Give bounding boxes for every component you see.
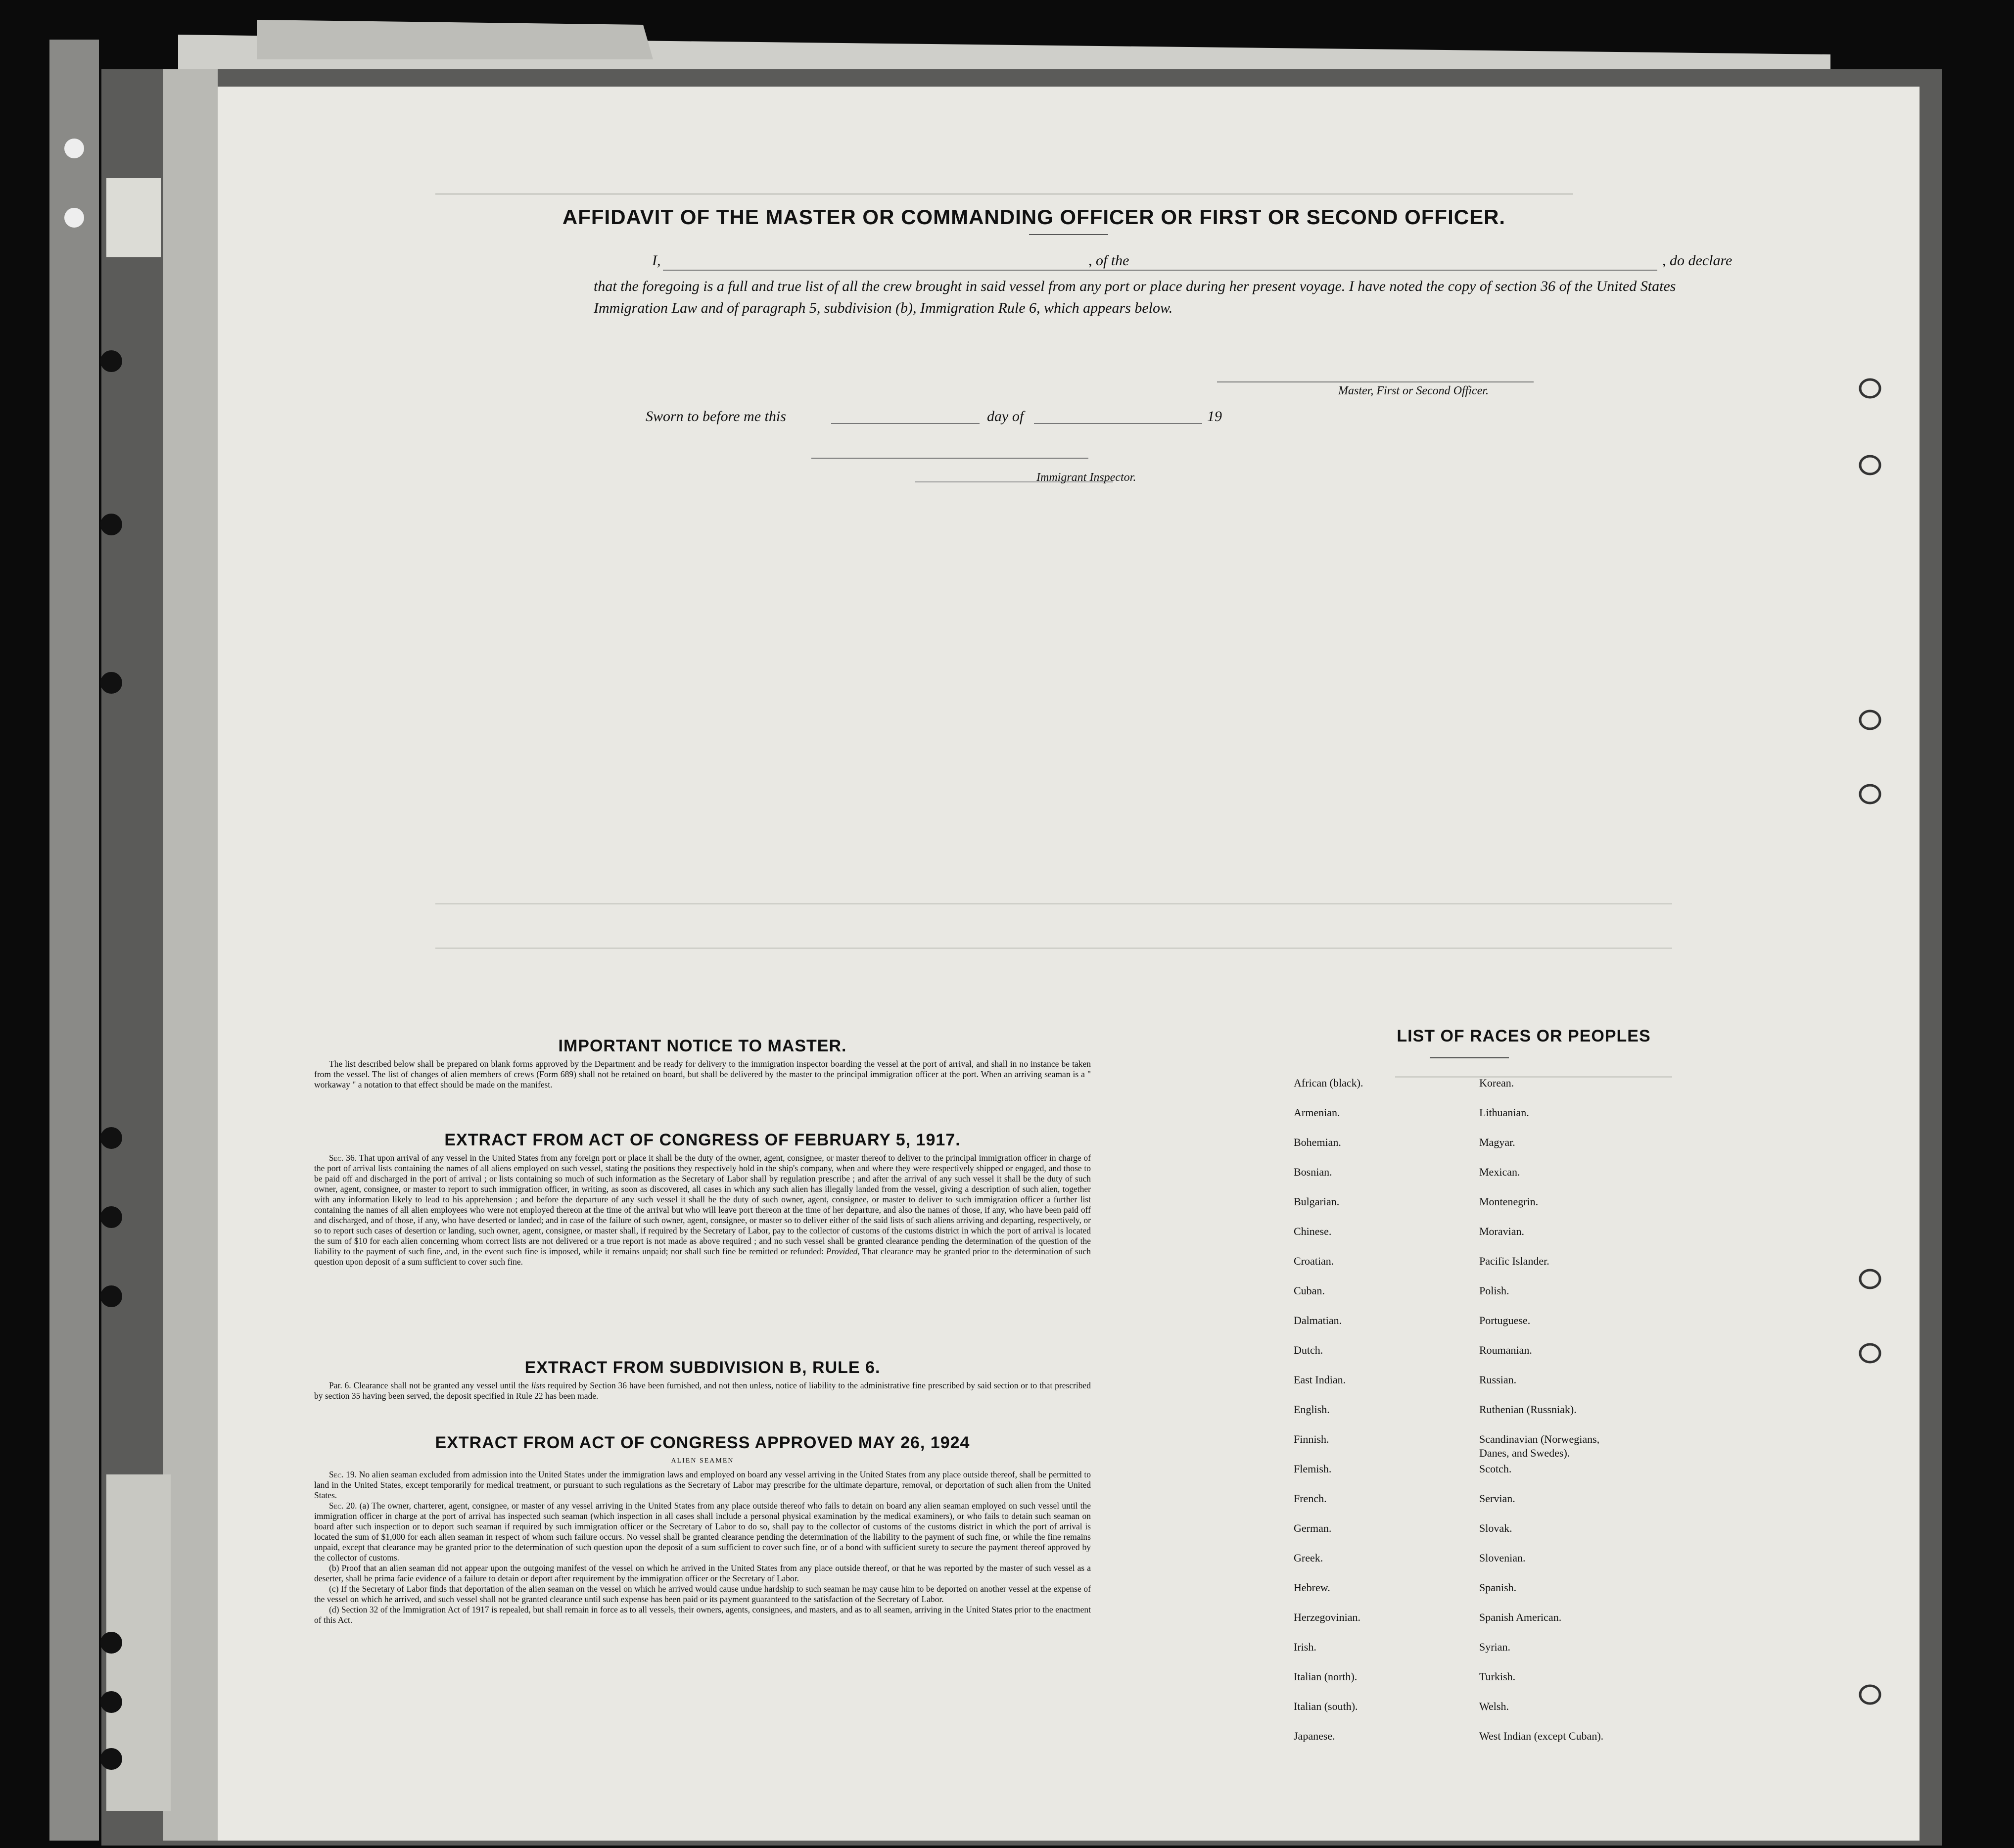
race-item: Montenegrin. [1479,1195,1539,1208]
race-item: Croatian. [1294,1255,1334,1267]
race-item: Finnish. [1294,1433,1329,1445]
race-item: English. [1294,1403,1330,1416]
extract-1924-text [314,1469,1091,1625]
race-item: Flemish. [1294,1463,1332,1475]
sec36-text: That upon arrival of any vessel in the United States from any foreign port or place it shall be the duty of the owner, agent, consignee, or master thereof to deliver to the principal immigration officer in charge of the port of arrival lists containing the names of all aliens employed on such vessel, stating the positions they respectively hold in the ship's company, when and where they were respectively shipped or engaged, and those to be paid off and discharged in the port of arrival ; or lists containing so much of such information as the Secretary of Labor shall by regulation prescribe ; and after the arrival of any such vessel it shall be the duty of such owner, agent, consignee, or master to report to such immigration officer, in writing, as soon as discovered, all cases in which any such alien has illegally landed from the vessel, giving a description of such alien, together with any information likely to lead to his apprehension ; and before the departure of any such vessel it shall be the duty of such owner, agent, consignee, or master to deliver to such immigration officer a further list containing the names of all alien employees who were not employed thereon at the time of the arrival but who will leave port thereon at the time of her departure, and also the names of those, if any, who have been paid off and discharged, and of those, if any, who have deserted or landed; and in case of the failure of such owner, agent, consignee, or master so to deliver either of the said lists of such aliens arriving and departing, respectively, or so to report such cases of desertion or landing, such owner, agent, consignee, or master shall, if required by the Secretary of Labor, pay to the collector of customs of the customs district in which the port of arrival is located the sum of $10 for each alien concerning whom correct lists are not delivered or a true report is not made as above required ; and no such vessel shall be granted clearance pending the determination of the question of the liability to the payment of such fine, and, in the event such fine is imposed, while it remains unpaid; nor shall such fine be remitted or refunded: [314,1153,1091,1256]
race-item: Armenian. [1294,1106,1340,1119]
race-item: Hebrew. [1294,1581,1330,1594]
races-left-column [1294,1076,1501,1759]
race-item: Lithuanian. [1479,1106,1529,1119]
race-item: East Indian. [1294,1374,1346,1386]
underlying-page-edge [163,69,218,1841]
master-signature-line[interactable] [1217,381,1534,382]
race-item: Spanish. [1479,1581,1517,1594]
sec20-b: (b) Proof that an alien seaman did not appear upon the outgoing manifest of the vessel on which he arrived in the United States from any place outside thereof, or that he was reported by the master of such vessel as a deserter, shall be prima facie evidence of a failure to detain or deport after requirement by the immigration officer or the Secretary of Labor. [314,1563,1091,1583]
affidavit-declare: , do declare [1662,252,1733,269]
race-item: West Indian (except Cuban). [1479,1730,1604,1742]
race-item: Bosnian. [1294,1166,1332,1178]
race-item: Magyar. [1479,1136,1515,1148]
race-item: Irish. [1294,1641,1316,1653]
master-label: Master, First or Second Officer. [1338,384,1489,397]
notice-text [314,1059,1091,1090]
sec36-text-end: That clearance may be granted prior to the determination of such question upon deposit of a sum sufficient to cover such fine. [314,1246,1091,1267]
extract-1924-title: EXTRACT FROM ACT OF CONGRESS APPROVED MAY 26, 1924 [435,1433,970,1452]
race-item: Roumanian. [1479,1344,1532,1356]
sworn-prefix: Sworn to before me this [646,408,786,425]
race-item: Dalmatian. [1294,1314,1342,1327]
binder-spine [49,40,99,1841]
race-item: Syrian. [1479,1641,1510,1653]
race-item: Japanese. [1294,1730,1335,1742]
race-item: African (black). [1294,1077,1363,1089]
extract-1917-text [314,1153,1091,1267]
race-item: German. [1294,1522,1332,1534]
sec19-label: Sec. 19. [329,1469,357,1479]
race-item: Mexican. [1479,1166,1520,1178]
affidavit-i: I, [652,252,661,269]
race-item: Italian (south). [1294,1700,1358,1712]
race-item: Welsh. [1479,1700,1509,1712]
title-underline [1029,234,1108,235]
sec20-label: Sec. 20. [329,1501,357,1511]
race-item: Scandinavian (Norwegians, Danes, and Swedes). [1479,1433,1600,1459]
alien-seamen-subtitle: ALIEN SEAMEN [671,1457,734,1465]
notice-title: IMPORTANT NOTICE TO MASTER. [558,1037,847,1055]
race-item: Bohemian. [1294,1136,1341,1148]
race-item: Scotch. [1479,1463,1512,1475]
sec19-text: No alien seaman excluded from admission into the United States under the immigration laws and employed on board any vessel arriving in the United States from any place outside thereof, shall be permitted to land in the United States, except temporarily for medical treatment, or pursuant to such regulations as the Secretary of Labor may prescribe for the ultimate departure, removal, or deportation of such alien from the United States. [314,1469,1091,1500]
race-item: Slovenian. [1479,1552,1526,1564]
rule6-text-a: Par. 6. Clearance shall not be granted any vessel until the [329,1380,529,1390]
sec36-provided: Provided, [826,1246,860,1256]
sec20-text: (a) The owner, charterer, agent, consignee, or master of any vessel arriving in the United States from any place outside thereof who fails to detain on board any alien seaman employed on such vessel until the immigration officer in charge at the port of arrival has inspected such seaman (which inspection in all cases shall include a personal physical examination by the medical examiners), or who fails to detain such seaman on board after such inspection or to deport such seaman if required by such immigration officer or the Secretary of Labor to do so, shall pay to the collector of customs of the customs district in which the port of arrival is located the sum of $1,000 for each alien seaman in respect of whom such failure occurs. No vessel shall be granted clearance pending the determination of the liability to the payment of such fine, or while the fine remains unpaid, except that clearance may be granted prior to the determination of such question upon the deposit of a sum sufficient to cover such fine, or of a bond with sufficient surety to secure the payment thereof approved by the collector of customs. [314,1501,1091,1563]
extract-1917-title: EXTRACT FROM ACT OF CONGRESS OF FEBRUARY 5, 1917. [444,1131,961,1149]
race-item: Chinese. [1294,1225,1332,1237]
notice-paragraph: The list described below shall be prepared on blank forms approved by the Department and be ready for delivery to the immigration inspector boarding the vessel at the port of arrival, and shall in no instance be taken from the vessel. The list of changes of alien members of crews (Form 689) shall not be retained on board, but shall be delivered by the master to the principal immigration officer at the port. When an arriving seaman is a " workaway " a notation to that effect should be made on the manifest. [314,1059,1091,1090]
race-item: Portuguese. [1479,1314,1531,1327]
extract-rule6-text [314,1380,1091,1401]
race-item: Herzegovinian. [1294,1611,1360,1623]
inspector-signature-line[interactable] [811,458,1088,459]
day-blank[interactable] [831,423,980,424]
races-right-column [1479,1076,1687,1759]
day-of: day of [987,408,1024,425]
sec20-d: (d) Section 32 of the Immigration Act of 1917 is repealed, but shall remain in force as to all vessels, their owners, agents, consignees, and masters, and as to all seamen, arriving in the United States prior to the enactment of this Act. [314,1605,1091,1625]
affidavit-of-the: , of the [1088,252,1129,269]
races-title-underline [1430,1057,1509,1058]
race-item: Italian (north). [1294,1670,1358,1683]
inspector-label: Immigrant Inspector. [1036,471,1136,484]
affidavit-title: AFFIDAVIT OF THE MASTER OR COMMANDING OFFICER OR FIRST OR SECOND OFFICER. [562,205,1506,229]
race-item: Moravian. [1479,1225,1525,1237]
race-item: Greek. [1294,1552,1323,1564]
year-prefix: 19 [1207,408,1222,425]
month-blank[interactable] [1034,423,1202,424]
race-item: Bulgarian. [1294,1195,1340,1208]
race-item: Russian. [1479,1374,1517,1386]
extract-rule6-title: EXTRACT FROM SUBDIVISION B, RULE 6. [524,1358,881,1377]
race-item: Spanish American. [1479,1611,1562,1623]
race-item: Slovak. [1479,1522,1512,1534]
race-item: Servian. [1479,1492,1515,1505]
race-item: Ruthenian (Russniak). [1479,1403,1577,1416]
race-item: Korean. [1479,1077,1514,1089]
races-title: LIST OF RACES OR PEOPLES [1397,1027,1651,1045]
races-list [1294,1076,1739,1848]
affidavit-body: that the foregoing is a full and true list of all the crew brought in said vessel from any port or place during her present voyage. I have noted the copy of section 36 of the United States Immigration Law and of paragraph 5, subdivision (b), Immigration Rule 6, which appears below. [594,278,1676,316]
sec36-label: Sec. 36. [329,1153,357,1163]
race-item: Pacific Islander. [1479,1255,1549,1267]
race-item: French. [1294,1492,1327,1505]
form-page [218,87,1920,1841]
sec20-c: (c) If the Secretary of Labor finds that deportation of the alien seaman on the vessel on which he arrived would cause undue hardship to such seaman he may cause him to be deported on another vessel at the expense of the vessel on which he arrived, and such vessel shall not be granted clearance until such expense has been paid or its payment guaranteed to the satisfaction of the Secretary of Labor. [314,1584,1091,1604]
rule6-lists: lists [531,1380,545,1390]
race-item: Cuban. [1294,1284,1325,1297]
race-item: Turkish. [1479,1670,1516,1683]
race-item: Polish. [1479,1284,1509,1297]
binder-holes-right [1850,260,1920,1794]
vessel-blank[interactable] [1148,270,1657,271]
rule6-text-b: required by Section 36 have been furnished, and not then unless, notice of liability to the administrative fine prescribed by said section or to that prescribed by section 35 having been served, the deposit specified in Rule 22 has been made. [314,1380,1091,1401]
race-item: Dutch. [1294,1344,1323,1356]
